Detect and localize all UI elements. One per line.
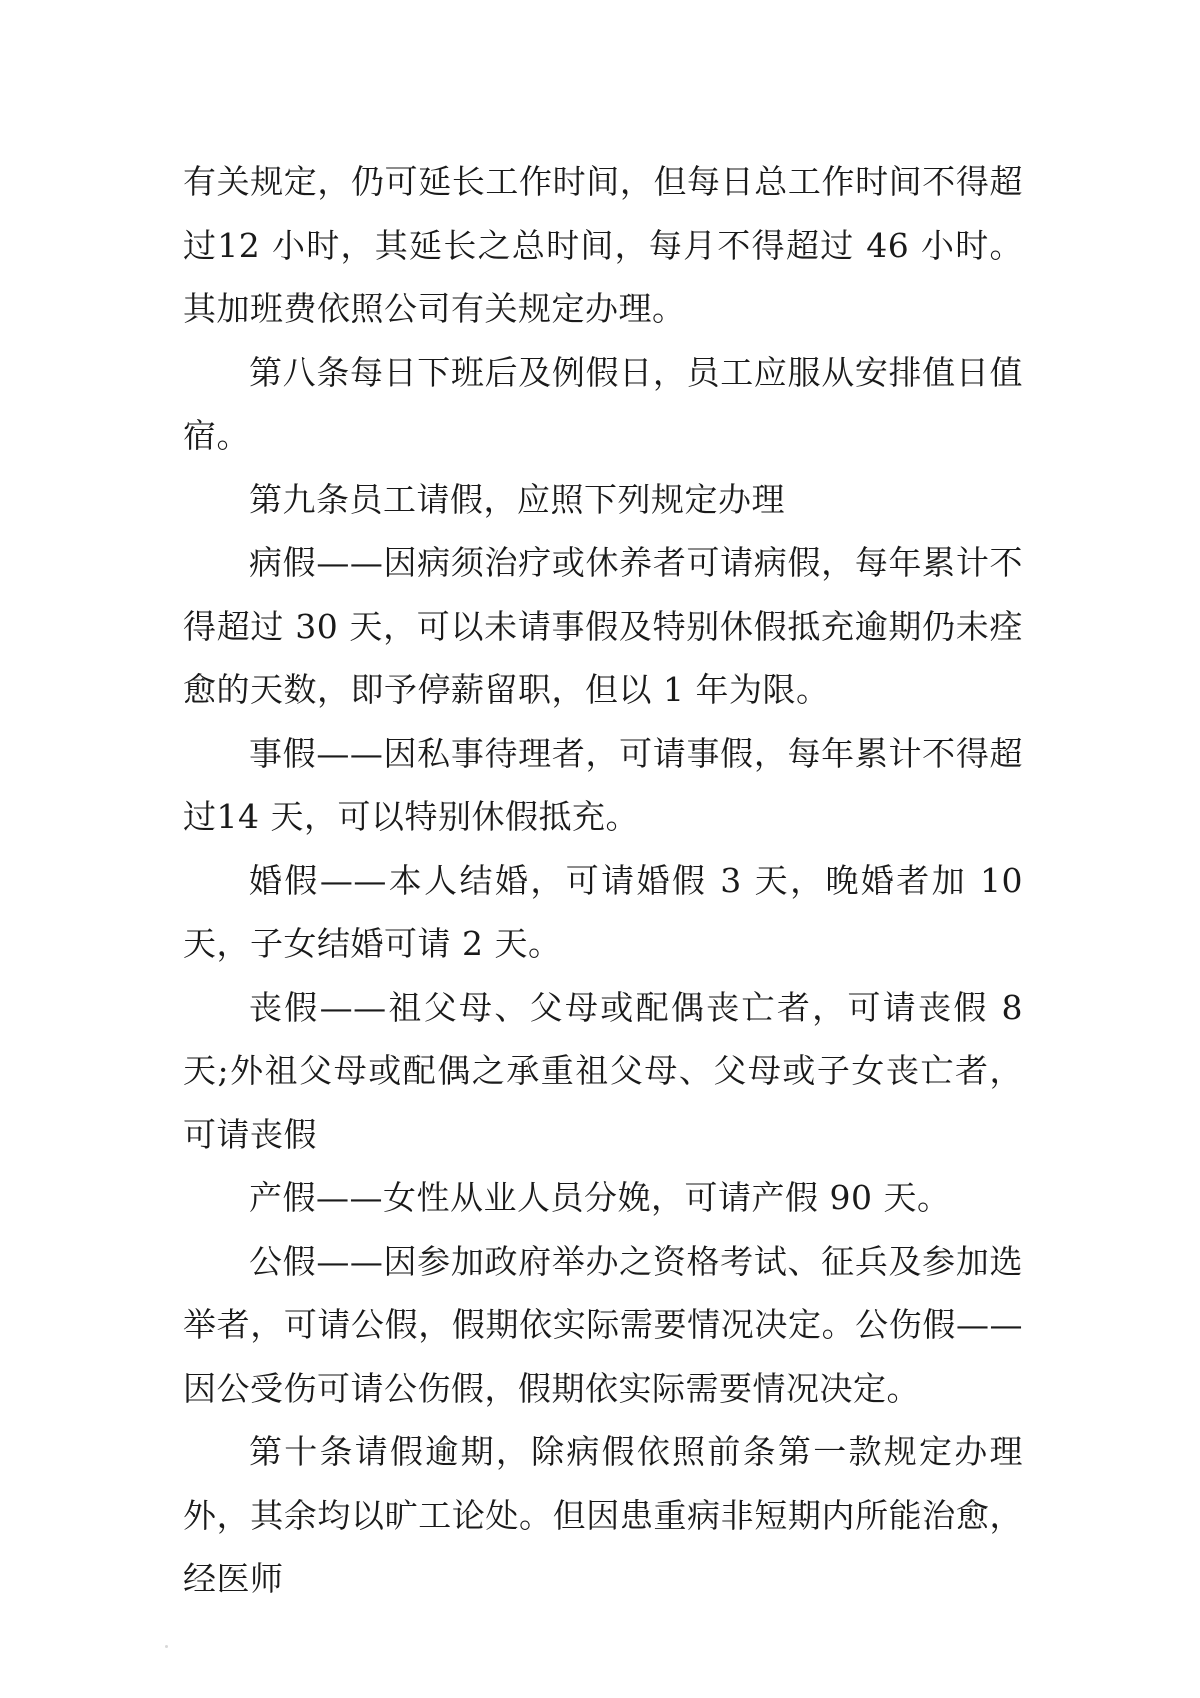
paragraph-article-10: 第十条请假逾期，除病假依照前条第一款规定办理外，其余均以旷工论处。但因患重病非短期内所能治愈，经医师 — [183, 1432, 1023, 1598]
paragraph-continuation: 有关规定，仍可延长工作时间，但每日总工作时间不得超过12 小时，其延长之总时间，每月不得超过 46 小时。其加班费依照公司有关规定办理。 — [183, 162, 1023, 328]
paragraph-maternity-leave: 产假——女性从业人员分娩，可请产假 90 天。 — [249, 1178, 951, 1217]
paragraph-bereavement-leave: 丧假——祖父母、父母或配偶丧亡者，可请丧假 8 天;外祖父母或配偶之承重祖父母、父母或子女丧亡者，可请丧假 — [183, 987, 1023, 1154]
scan-speck — [165, 1645, 168, 1648]
paragraph-official-leave: 公假——因参加政府举办之资格考试、征兵及参加选举者，可请公假，假期依实际需要情况决定。公伤假——因公受伤可请公伤假，假期依实际需要情况决定。 — [183, 1241, 1023, 1408]
document-body — [183, 150, 1023, 1611]
paragraph-marriage-leave: 婚假——本人结婚，可请婚假 3 天，晚婚者加 10 天，子女结婚可请 2 天。 — [183, 860, 1023, 963]
paragraph-personal-leave: 事假——因私事待理者，可请事假，每年累计不得超过14 天，可以特别休假抵充。 — [183, 733, 1023, 836]
paragraph-sick-leave: 病假——因病须治疗或休养者可请病假，每年累计不得超过 30 天，可以未请事假及特别休假抵充逾期仍未痊愈的天数，即予停薪留职，但以 1 年为限。 — [183, 543, 1023, 709]
paragraph-article-8: 第八条每日下班后及例假日，员工应服从安排值日值宿。 — [183, 352, 1023, 455]
paragraph-article-9: 第九条员工请假，应照下列规定办理 — [249, 479, 785, 519]
